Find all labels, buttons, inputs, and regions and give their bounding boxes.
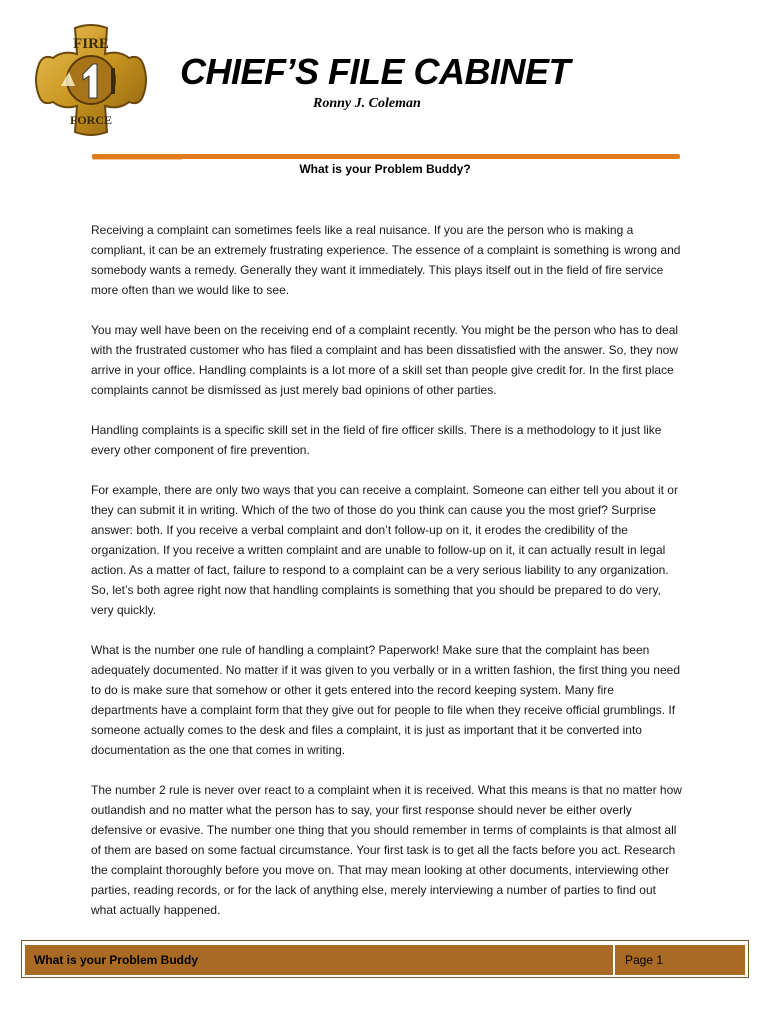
paragraph-6: The number 2 rule is never over react to a complaint when it is received. What this means is that no matter how outlandish and no matter what the person has to say, your first response should never be either overly defensive or evasive. The number one thing that you should remember in terms of complaints is that almost all of them are based on some factual circumstance. Your first task is to get all the facts before you act. Research the complaint thoroughly before you move on. That may mean looking at other documents, interviewing other parties, reading records, or for the lack of anything else, merely interviewing a number of parties to find out what actually happened. <box>91 783 682 917</box>
article-body <box>91 220 683 940</box>
header-divider-shadow <box>92 159 182 160</box>
article-title: What is your Problem Buddy? <box>299 162 471 176</box>
logo-top-text: FIRE <box>73 36 109 52</box>
author-name: Ronny J. Coleman <box>313 96 421 111</box>
paragraph-5: What is the number one rule of handling a complaint? Paperwork! Make sure that the complaint has been adequately documented. No matter if it was given to you verbally or in a written fashion, the first thing you need to do is make sure that somehow or other it gets entered into the record keeping system. Many fire departments have a complaint form that they give out for people to file when they receive official grumblings. If someone actually comes to the desk and files a complaint, it is just as important that it be converted into documentation as the one that comes in writing. <box>91 643 680 757</box>
fire-force-logo <box>35 24 147 136</box>
logo-bottom-text: FORCE <box>70 113 112 127</box>
page-number: Page 1 <box>615 945 745 975</box>
paragraph-1: Receiving a complaint can sometimes feels like a real nuisance. If you are the person who is making a compliant, it can be an extremely frustrating experience. The essence of a complaint is something is wrong and somebody wants a remedy. Generally they want it immediately. This plays itself out in the field of fire service more often than we would like to see. <box>91 223 681 297</box>
paragraph-2: You may well have been on the receiving end of a complaint recently. You might be the person who has to deal with the frustrated customer who has filed a complaint and has been dissatisfied with the answer. So, they now arrive in your office. Handling complaints is a lot more of a skill set than people give credit for. In the first place complaints cannot be dismissed as just merely bad opinions of other parties. <box>91 323 679 397</box>
paragraph-4: For example, there are only two ways that you can receive a complaint. Someone can either tell you about it or they can submit it in writing. Which of the two of those do you think can cause you the most grief? Surprise answer: both. If you receive a verbal complaint and don’t follow-up on it, it erodes the credibility of the organization. If you receive a written complaint and are unable to follow-up on it, it can actually result in legal action. As a matter of fact, failure to respond to a complaint can be a very serious liability to any organization. So, let’s both agree right now that handling complaints is something that you should be prepared to do very, very quickly. <box>91 483 678 617</box>
page-title: CHIEF’S FILE CABINET <box>180 51 571 92</box>
page-footer <box>21 940 749 978</box>
footer-label: What is your Problem Buddy <box>25 945 613 975</box>
paragraph-3: Handling complaints is a specific skill set in the field of fire officer skills. There is a methodology to it just like every other component of fire prevention. <box>91 423 662 457</box>
